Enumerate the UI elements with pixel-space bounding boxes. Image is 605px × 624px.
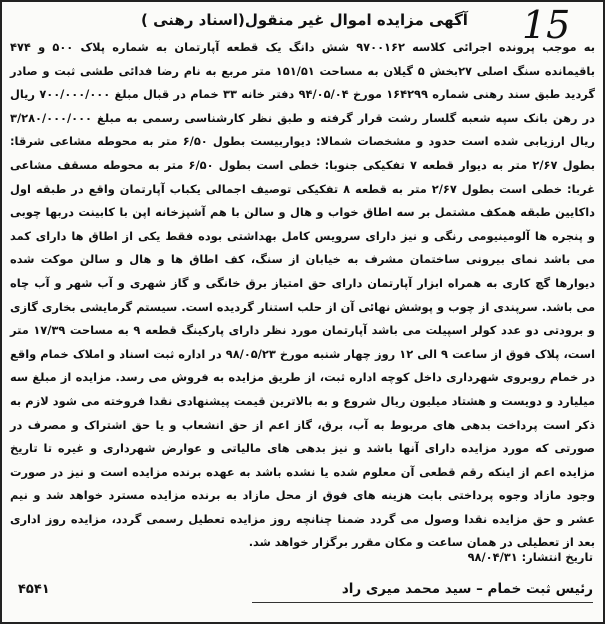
signature-line: رئیس ثبت خمام – سید محمد میری راد [341, 581, 593, 597]
notice-code: ۴۵۴۱ [18, 582, 50, 597]
notice-body: به موجب پرونده اجرائی کلاسه ۹۷۰۰۱۶۲ شش دانگ یک قطعه آپارتمان به شماره پلاک ۵۰۰ و ۴۷۴ باقیمانده سنگ اصلی ۲۷بخش ۵ گیلان به مساحت ۱۵۱/۵۱ متر مربع به نام رضا فدائی طشی ثبت و صادر گردید طبق سند رهنی شماره ۱۶۴۲۹۹ مورخ ۹۴/۰۵/۰۴ دفتر خانه ۳۳ خمام در قبال مبلغ ۷۰۰/۰۰۰/۰۰۰ ریال در رهن بانک سپه شعبه گلسار رشت قرار گرفته و طبق نظر کارشناسی رسمی به مبلغ ۳/۲۸۰/۰۰۰/۰۰۰ ریال ارزیابی شده است حدود و مشخصات شمالا: دیواربیست بطول ۶/۵۰ متر به محوطه مشاعی شرقا: بطول ۲/۶۷ متر به دیوار قطعه ۷ تفکیکی جنوبا: خطی است بطول ۶/۵۰ متر به محوطه مسقف مشاعی غربا: خطی است بطول ۲/۶۷ متر به قطعه ۸ تفکیکی توصیف اجمالی یکباب آپارتمان واقع در طبقه اول داکایین طبقه همکف مشتمل بر سه اطاق خواب و هال و سالن با هم آشپزخانه اپن با کابینت دربها چوبی و پنجره ها آلومینیومی رنگی و نیز دارای سرویس کامل بهداشتی بوده فقط یکی از اطاق ها دارای کمد می باشد نمای بیرونی ساختمان مشرف به خیابان از سنگ، کف اطاق ها و هال و سالن موکت شده دیوارها گچ کاری به همراه ابزار آپارتمان دارای حق امتیاز برق خانگی و گاز شهری و آب شهر و آب چاه می باشد. سرپندی از چوب و پوشش نهائی آن از حلب استنار گردیده است. سیستم گرمایشی بخاری گازی و برودتی دو عدد کولر اسپیلت می باشد آپارتمان مورد نظر دارای پارکینگ قطعه ۹ به مساحت ۱۷/۳۹ متر است، پلاک فوق از ساعت ۹ الی ۱۲ روز چهار شنبه مورخ ۹۸/۰۵/۲۳ در اداره ثبت اسناد و املاک خمام واقع در خمام روبروی شهرداری داخل کوچه اداره ثبت، از طریق مزایده به فروش می رسد. مزایده از مبلغ سه میلیارد و دویست و هشتاد میلیون ریال شروع و به بالاترین قیمت پیشنهادی نقدا فروخته می شود لازم به ذکر است پرداخت بدهی های مربوط به آب، برق، گاز اعم از حق انشعاب و یا حق اشتراک و مصرف در صورتی که مورد مزایده دارای آنها باشد و نیز بدهی های مالیاتی و عوارض شهرداری و غیره تا تاریخ مزایده اعم از اینکه رقم قطعی آن معلوم شده یا نشده باشد به عهده برنده مزایده است و نیز در صورت وجود مازاد وجوه پرداختی بابت هزینه های فوق از محل مازاد به برنده مزایده مسترد خواهد شد و نیم عشر و حق مزایده نقدا وصول می گردد ضمنا چنانچه روز مزایده تعطیل رسمی گردد، مزایده روز اداری بعد از تعطیلی در همان ساعت و مکان مقرر برگزار خواهد شد. [10, 40, 595, 550]
publication-date: تاریخ انتشار: ۹۸/۰۴/۳۱ [467, 550, 593, 564]
handwritten-mark-text: 15 [522, 4, 571, 44]
notice-title: آگهی مزایده اموال غیر منقول(اسناد رهنی ) [141, 11, 468, 29]
signature-underline [252, 602, 593, 603]
